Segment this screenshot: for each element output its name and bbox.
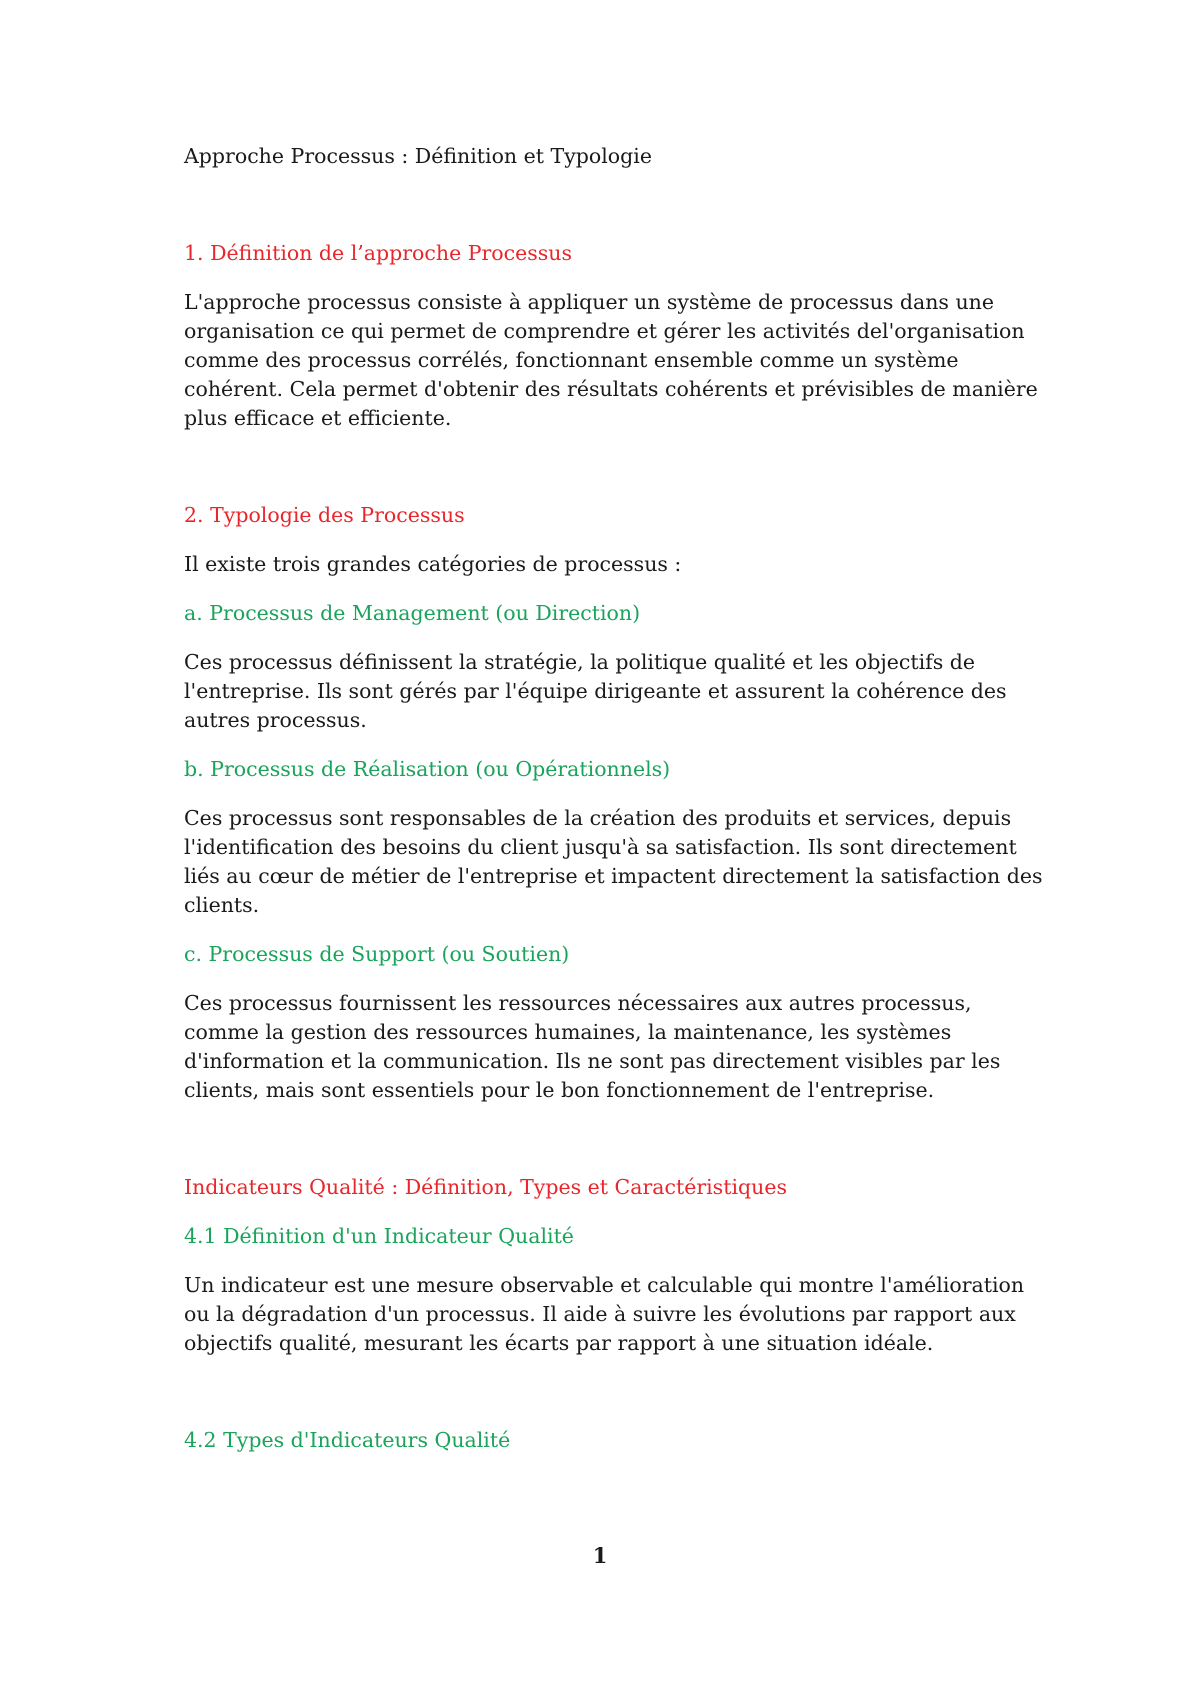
section-heading-typologie: 2. Typologie des Processus	[184, 503, 465, 527]
document-title: Approche Processus : Définition et Typologie	[184, 144, 652, 168]
paragraph-realisation: Ces processus sont responsables de la création des produits et services, depuis l'identification des besoins du client jusqu'à sa satisfaction. Ils sont directement liés au cœur de métier de l'entreprise et impactent directement la satisfaction des clients.	[184, 806, 1043, 917]
typologie-intro: Il existe trois grandes catégories de processus :	[184, 552, 682, 576]
paragraph-management: Ces processus définissent la stratégie, la politique qualité et les objectifs de l'entreprise. Ils sont gérés par l'équipe dirigeante et assurent la cohérence des autres processus.	[184, 650, 1007, 732]
page-number: 1	[592, 1543, 608, 1568]
section-heading-indicateurs: Indicateurs Qualité : Définition, Types et Caractéristiques	[184, 1175, 787, 1199]
section-heading-definition: 1. Définition de l’approche Processus	[184, 241, 573, 265]
subheading-definition-indicateur: 4.1 Définition d'un Indicateur Qualité	[184, 1224, 574, 1248]
section-paragraph-definition: L'approche processus consiste à appliquer un système de processus dans une organisation ce qui permet de comprendre et gérer les activités del'organisation comme des processus corrélés, fonctionnant ensemble comme un système cohérent. Cela permet d'obtenir des résultats cohérents et prévisibles de manière plus efficace et efficiente.	[184, 290, 1038, 430]
paragraph-definition-indicateur: Un indicateur est une mesure observable et calculable qui montre l'amélioration ou la dégradation d'un processus. Il aide à suivre les évolutions par rapport aux objectifs qualité, mesurant les écarts par rapport à une situation idéale.	[184, 1273, 1025, 1355]
paragraph-support: Ces processus fournissent les ressources nécessaires aux autres processus, comme la gestion des ressources humaines, la maintenance, les systèmes d'information et la communication. Ils ne sont pas directement visibles par les clients, mais sont essentiels pour le bon fonctionnement de l'entreprise.	[184, 991, 1001, 1102]
subheading-support: c. Processus de Support (ou Soutien)	[184, 942, 570, 966]
subheading-realisation: b. Processus de Réalisation (ou Opérationnels)	[184, 757, 671, 781]
subheading-management: a. Processus de Management (ou Direction)	[184, 601, 641, 625]
document-body	[184, 142, 1044, 1455]
subheading-types-indicateurs: 4.2 Types d'Indicateurs Qualité	[184, 1428, 511, 1452]
